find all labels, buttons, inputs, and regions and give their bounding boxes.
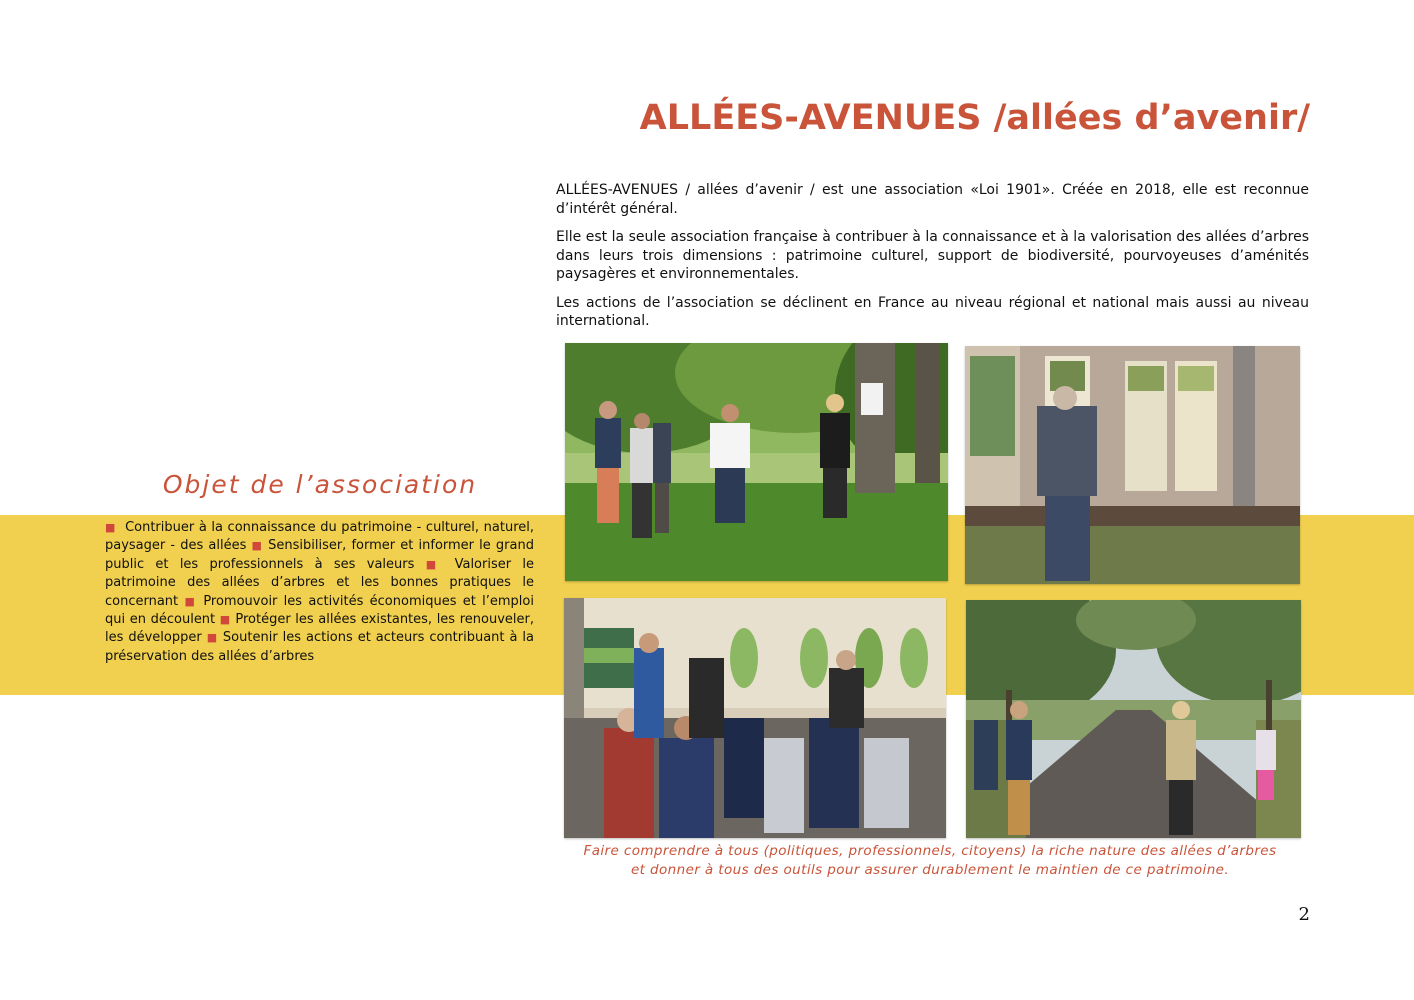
objet-title: Objet de l’association [162, 470, 478, 499]
photo-tree-lined-avenue [966, 600, 1301, 838]
intro-paragraph-2: Elle est la seule association française à contribuer à la connaissance et à la valorisation des allées d’arbres dans leurs trois dimensions : patrimoine culturel, support de biodiversité, pourvoyeuses d’aménités paysagères et environnementales. [556, 229, 1309, 282]
page-number: 2 [1298, 904, 1310, 925]
caption-line-2: et donner à tous des outils pour assurer durablement le maintien de ce patrimoine. [630, 862, 1230, 878]
objet-item-6: Soutenir les actions et acteurs contribuant à la préservation des allées d’arbres [105, 630, 535, 664]
objet-item-5: Protéger les allées existantes, les renouveler, les développer [105, 612, 534, 646]
objet-item-4: Promouvoir les activités économiques et l’emploi qui en découlent [105, 593, 534, 628]
objet-item-3: Valoriser le patrimoine des allées d’arbres et les bonnes pratiques le concernant [105, 556, 534, 609]
bullet-icon: ■ [206, 631, 218, 645]
bullet-icon: ■ [425, 557, 444, 571]
bullet-icon: ■ [251, 539, 263, 553]
bullet-icon: ■ [219, 613, 231, 627]
bullet-icon: ■ [184, 594, 198, 608]
intro-text [556, 181, 1309, 341]
objet-item-1: Contribuer à la connaissance du patrimoine - culturel, naturel, paysager - des allées [105, 520, 534, 554]
objet-list [105, 519, 534, 666]
photo-group-in-park [565, 343, 948, 581]
objet-item-2: Sensibiliser, former et informer le grand public et les professionnels à ses valeurs [105, 538, 534, 572]
photo-exhibition-panels [965, 346, 1300, 584]
photo-conference-audience [564, 598, 946, 838]
intro-paragraph-1: ALLÉES-AVENUES / allées d’avenir / est une association «Loi 1901». Créée en 2018, elle est reconnue d’intérêt général. [556, 182, 1309, 217]
intro-paragraph-3: Les actions de l’association se déclinent en France au niveau régional et national mais aussi au niveau international. [556, 294, 1309, 329]
page-title: ALLÉES-AVENUES /allées d’avenir/ [639, 98, 1310, 138]
bullet-icon: ■ [105, 521, 116, 534]
photo-caption [560, 842, 1300, 880]
caption-line-1: Faire comprendre à tous (politiques, professionnels, citoyens) la riche nature des allées d’arbres [583, 843, 1277, 859]
